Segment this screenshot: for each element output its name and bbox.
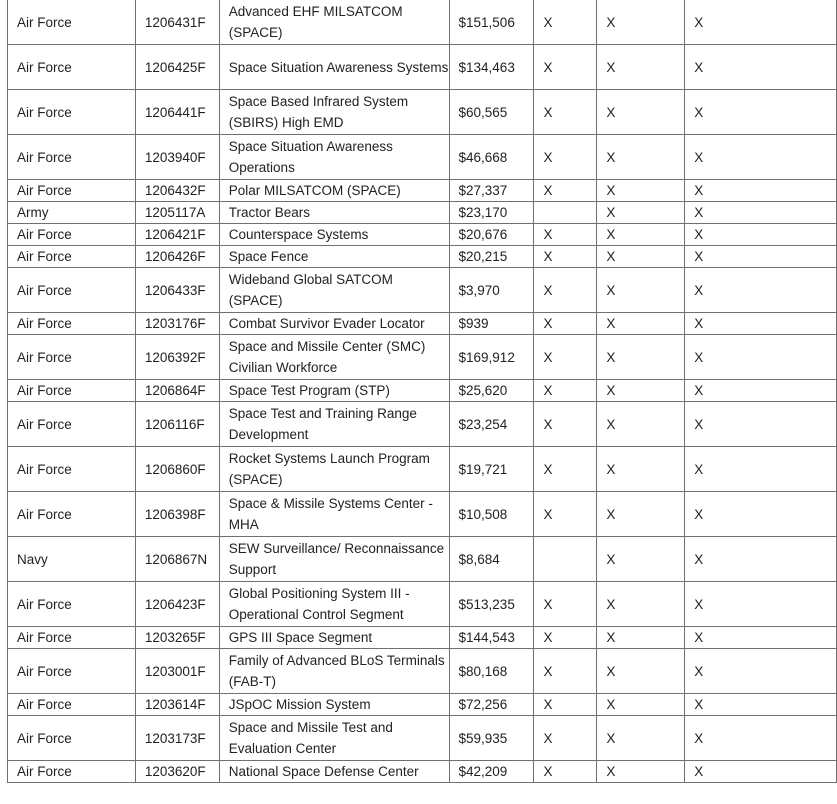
mark-cell-1 <box>534 202 597 224</box>
program-element-cell: 1206860F <box>135 447 219 492</box>
program-element-cell: 1203620F <box>135 761 219 783</box>
mark-cell-2: X <box>597 135 685 180</box>
service-cell: Air Force <box>8 716 136 761</box>
program-title-cell: Space Test and Training Range Development <box>219 402 449 447</box>
program-element-cell: 1206421F <box>135 224 219 246</box>
service-cell: Air Force <box>8 649 136 694</box>
program-element-cell: 1203176F <box>135 313 219 335</box>
program-element-cell: 1203173F <box>135 716 219 761</box>
mark-cell-1: X <box>534 447 597 492</box>
amount-cell: $72,256 <box>449 694 534 716</box>
service-cell: Air Force <box>8 135 136 180</box>
mark-cell-1: X <box>534 492 597 537</box>
amount-cell: $27,337 <box>449 180 534 202</box>
mark-cell-2: X <box>597 224 685 246</box>
mark-cell-2: X <box>597 649 685 694</box>
amount-cell: $144,543 <box>449 627 534 649</box>
mark-cell-1: X <box>534 649 597 694</box>
program-title-cell: SEW Surveillance/ Reconnaissance Support <box>219 537 449 582</box>
mark-cell-2: X <box>597 492 685 537</box>
service-cell: Air Force <box>8 0 136 45</box>
mark-cell-2: X <box>597 45 685 90</box>
table-row <box>8 45 837 90</box>
budget-table <box>7 0 837 783</box>
amount-cell: $169,912 <box>449 335 534 380</box>
program-element-cell: 1206392F <box>135 335 219 380</box>
service-cell: Air Force <box>8 90 136 135</box>
amount-cell: $513,235 <box>449 582 534 627</box>
mark-cell-3: X <box>685 716 837 761</box>
mark-cell-3: X <box>685 537 837 582</box>
amount-cell: $20,215 <box>449 246 534 268</box>
mark-cell-3: X <box>685 224 837 246</box>
service-cell: Air Force <box>8 268 136 313</box>
mark-cell-2: X <box>597 202 685 224</box>
mark-cell-3: X <box>685 335 837 380</box>
mark-cell-2: X <box>597 761 685 783</box>
service-cell: Air Force <box>8 180 136 202</box>
service-cell: Army <box>8 202 136 224</box>
mark-cell-1: X <box>534 0 597 45</box>
mark-cell-2: X <box>597 537 685 582</box>
program-title-cell: Tractor Bears <box>219 202 449 224</box>
program-title-cell: Space and Missile Test and Evaluation Center <box>219 716 449 761</box>
program-title-cell: Space Situation Awareness Operations <box>219 135 449 180</box>
table-row <box>8 537 837 582</box>
program-title-cell: National Space Defense Center <box>219 761 449 783</box>
mark-cell-1 <box>534 537 597 582</box>
service-cell: Navy <box>8 537 136 582</box>
amount-cell: $59,935 <box>449 716 534 761</box>
mark-cell-1: X <box>534 716 597 761</box>
mark-cell-3: X <box>685 649 837 694</box>
mark-cell-3: X <box>685 135 837 180</box>
program-element-cell: 1206433F <box>135 268 219 313</box>
table-row <box>8 402 837 447</box>
mark-cell-2: X <box>597 716 685 761</box>
mark-cell-3: X <box>685 268 837 313</box>
amount-cell: $19,721 <box>449 447 534 492</box>
program-title-cell: Space Based Infrared System (SBIRS) High EMD <box>219 90 449 135</box>
mark-cell-2: X <box>597 694 685 716</box>
mark-cell-3: X <box>685 90 837 135</box>
amount-cell: $23,170 <box>449 202 534 224</box>
table-row <box>8 335 837 380</box>
mark-cell-3: X <box>685 627 837 649</box>
table-row <box>8 180 837 202</box>
mark-cell-2: X <box>597 313 685 335</box>
table-row <box>8 224 837 246</box>
program-title-cell: Space Fence <box>219 246 449 268</box>
table-row <box>8 582 837 627</box>
table-row <box>8 627 837 649</box>
mark-cell-1: X <box>534 761 597 783</box>
mark-cell-3: X <box>685 582 837 627</box>
table-row <box>8 90 837 135</box>
service-cell: Air Force <box>8 380 136 402</box>
budget-table-body <box>8 0 837 783</box>
table-row <box>8 492 837 537</box>
amount-cell: $23,254 <box>449 402 534 447</box>
service-cell: Air Force <box>8 246 136 268</box>
table-row <box>8 447 837 492</box>
table-row <box>8 649 837 694</box>
program-title-cell: Global Positioning System III - Operational Control Segment <box>219 582 449 627</box>
amount-cell: $10,508 <box>449 492 534 537</box>
amount-cell: $42,209 <box>449 761 534 783</box>
mark-cell-1: X <box>534 180 597 202</box>
program-title-cell: Advanced EHF MILSATCOM (SPACE) <box>219 0 449 45</box>
program-element-cell: 1206426F <box>135 246 219 268</box>
mark-cell-2: X <box>597 268 685 313</box>
program-element-cell: 1206431F <box>135 0 219 45</box>
amount-cell: $80,168 <box>449 649 534 694</box>
program-title-cell: Space Test Program (STP) <box>219 380 449 402</box>
service-cell: Air Force <box>8 335 136 380</box>
amount-cell: $8,684 <box>449 537 534 582</box>
amount-cell: $46,668 <box>449 135 534 180</box>
service-cell: Air Force <box>8 492 136 537</box>
program-element-cell: 1203940F <box>135 135 219 180</box>
mark-cell-3: X <box>685 380 837 402</box>
program-element-cell: 1206441F <box>135 90 219 135</box>
mark-cell-3: X <box>685 447 837 492</box>
mark-cell-3: X <box>685 402 837 447</box>
amount-cell: $25,620 <box>449 380 534 402</box>
service-cell: Air Force <box>8 313 136 335</box>
mark-cell-2: X <box>597 627 685 649</box>
mark-cell-3: X <box>685 313 837 335</box>
service-cell: Air Force <box>8 582 136 627</box>
table-row <box>8 380 837 402</box>
mark-cell-3: X <box>685 202 837 224</box>
mark-cell-1: X <box>534 313 597 335</box>
mark-cell-1: X <box>534 402 597 447</box>
program-element-cell: 1206116F <box>135 402 219 447</box>
mark-cell-1: X <box>534 582 597 627</box>
mark-cell-2: X <box>597 582 685 627</box>
program-element-cell: 1203265F <box>135 627 219 649</box>
program-element-cell: 1206423F <box>135 582 219 627</box>
amount-cell: $134,463 <box>449 45 534 90</box>
mark-cell-1: X <box>534 627 597 649</box>
mark-cell-3: X <box>685 246 837 268</box>
program-element-cell: 1205117A <box>135 202 219 224</box>
mark-cell-3: X <box>685 694 837 716</box>
mark-cell-1: X <box>534 135 597 180</box>
mark-cell-2: X <box>597 402 685 447</box>
program-title-cell: Polar MILSATCOM (SPACE) <box>219 180 449 202</box>
program-element-cell: 1206398F <box>135 492 219 537</box>
amount-cell: $20,676 <box>449 224 534 246</box>
program-title-cell: Combat Survivor Evader Locator <box>219 313 449 335</box>
mark-cell-2: X <box>597 380 685 402</box>
table-row <box>8 0 837 45</box>
mark-cell-2: X <box>597 90 685 135</box>
program-element-cell: 1206432F <box>135 180 219 202</box>
program-element-cell: 1203001F <box>135 649 219 694</box>
program-title-cell: Rocket Systems Launch Program (SPACE) <box>219 447 449 492</box>
mark-cell-1: X <box>534 45 597 90</box>
amount-cell: $3,970 <box>449 268 534 313</box>
program-element-cell: 1206867N <box>135 537 219 582</box>
program-title-cell: Space Situation Awareness Systems <box>219 45 449 90</box>
service-cell: Air Force <box>8 45 136 90</box>
mark-cell-1: X <box>534 268 597 313</box>
program-title-cell: Space & Missile Systems Center - MHA <box>219 492 449 537</box>
mark-cell-2: X <box>597 335 685 380</box>
mark-cell-3: X <box>685 45 837 90</box>
service-cell: Air Force <box>8 224 136 246</box>
table-row <box>8 246 837 268</box>
program-title-cell: Family of Advanced BLoS Terminals (FAB-T) <box>219 649 449 694</box>
table-row <box>8 716 837 761</box>
mark-cell-2: X <box>597 180 685 202</box>
program-title-cell: JSpOC Mission System <box>219 694 449 716</box>
mark-cell-1: X <box>534 335 597 380</box>
table-row <box>8 761 837 783</box>
service-cell: Air Force <box>8 627 136 649</box>
mark-cell-1: X <box>534 224 597 246</box>
program-title-cell: Space and Missile Center (SMC) Civilian Workforce <box>219 335 449 380</box>
program-element-cell: 1203614F <box>135 694 219 716</box>
amount-cell: $151,506 <box>449 0 534 45</box>
mark-cell-1: X <box>534 380 597 402</box>
table-row <box>8 268 837 313</box>
mark-cell-2: X <box>597 0 685 45</box>
service-cell: Air Force <box>8 761 136 783</box>
table-row <box>8 135 837 180</box>
service-cell: Air Force <box>8 447 136 492</box>
mark-cell-2: X <box>597 246 685 268</box>
program-element-cell: 1206864F <box>135 380 219 402</box>
mark-cell-2: X <box>597 447 685 492</box>
mark-cell-1: X <box>534 90 597 135</box>
amount-cell: $939 <box>449 313 534 335</box>
amount-cell: $60,565 <box>449 90 534 135</box>
mark-cell-3: X <box>685 0 837 45</box>
program-title-cell: GPS III Space Segment <box>219 627 449 649</box>
program-title-cell: Wideband Global SATCOM (SPACE) <box>219 268 449 313</box>
table-row <box>8 694 837 716</box>
mark-cell-3: X <box>685 492 837 537</box>
service-cell: Air Force <box>8 402 136 447</box>
mark-cell-1: X <box>534 694 597 716</box>
service-cell: Air Force <box>8 694 136 716</box>
mark-cell-3: X <box>685 761 837 783</box>
mark-cell-3: X <box>685 180 837 202</box>
program-title-cell: Counterspace Systems <box>219 224 449 246</box>
table-row <box>8 313 837 335</box>
program-element-cell: 1206425F <box>135 45 219 90</box>
mark-cell-1: X <box>534 246 597 268</box>
table-row <box>8 202 837 224</box>
